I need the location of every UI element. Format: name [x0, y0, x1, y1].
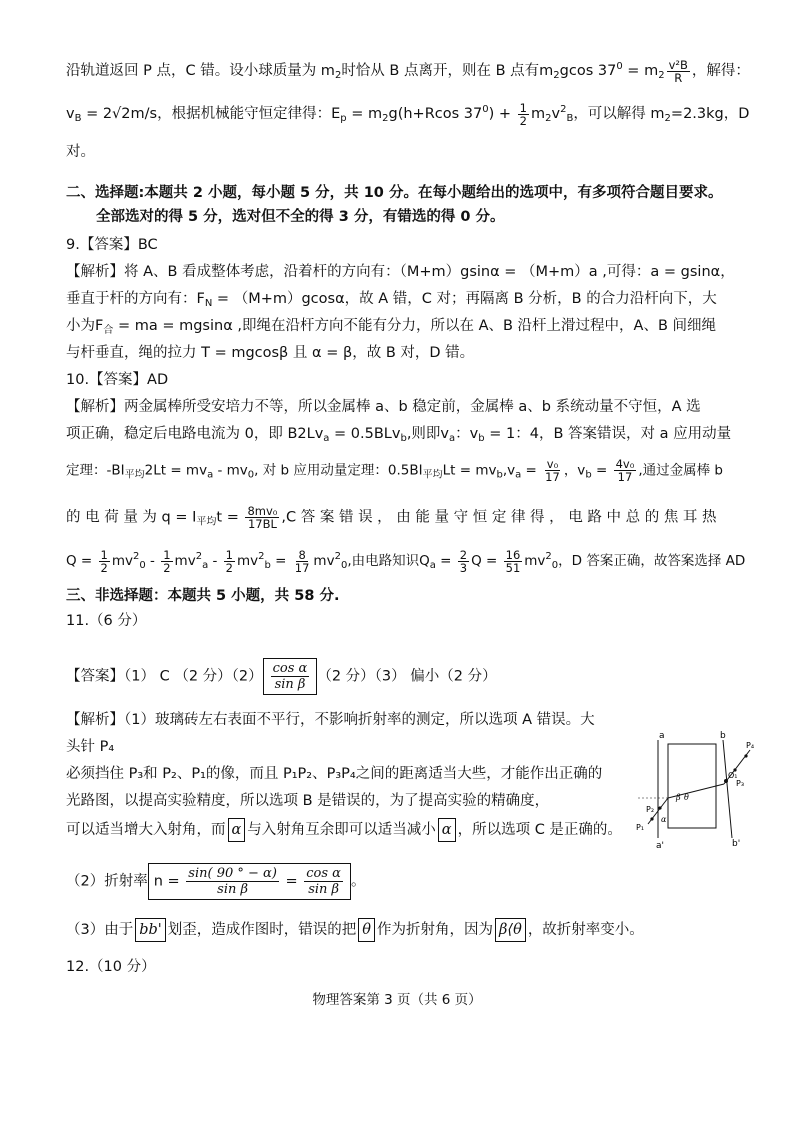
label-p3: P₃ — [736, 779, 745, 788]
fraction: $\frac{1}{2}$ — [519, 100, 527, 128]
pin-p2 — [658, 806, 661, 809]
label-theta: θ — [684, 793, 689, 802]
q10-explain-2: 项正确，稳定后电路电流为 0，即 $B2Lv_a = 0.5BLv_b$,则即$v_a$：$v_b = 1$：4，B 答案错误，对 a 应用动量 — [66, 426, 732, 444]
label-p1: P₁ — [636, 823, 645, 832]
label-p2: P₂ — [646, 805, 655, 814]
section-3-title: 三、非选择题：本题共 5 小题，共 58 分. — [66, 588, 340, 604]
formula-box: n = $\frac{\sin( 90 ^\circ - \alpha)}{\text{sin β}}$ = $\frac{\text{cos α}}{\text{sin β}}$ — [148, 863, 351, 900]
section-2-subtitle: 全部选对的得 5 分，选对但不全的得 3 分，有错选的得 0 分。 — [96, 209, 505, 225]
section-2-title: 二、选择题:本题共 2 小题，每小题 5 分，共 10 分。在每小题给出的选项中，有多项符合题目要求。 — [66, 185, 723, 201]
q11-explain-2: 头针 P₄ — [66, 739, 115, 755]
pin-p4 — [744, 754, 747, 757]
subscript: 2 — [334, 70, 342, 81]
q11-answer: 【答案】（1） C （2 分）（2） $\frac{\text{cos α}}{\text{sin β}}$ （2 分）（3） 偏小（2 分） — [66, 658, 497, 695]
fraction: $\frac{\text{v²B}}{R}$ — [668, 57, 688, 85]
q10-answer: 10.【答案】AD — [66, 372, 169, 388]
q12-heading: 12.（10 分） — [66, 959, 156, 975]
text-run: 沿轨道返回 P 点，C 错。设小球质量为 m — [66, 63, 335, 79]
q11-explain-7: （3）由于 bb' 划歪，造成作图时，错误的把 θ 作为折射角，因为 β⟨θ ，故折射率变小。 — [66, 918, 644, 942]
q9-explain-1: 【解析】将 A、B 看成整体考虑，沿着杆的方向有：（M+m）gsinα = （M+m）a ,可得：a = gsinα， — [66, 264, 735, 280]
text-run: = m — [622, 63, 659, 79]
text-run: ，解得： — [691, 63, 750, 79]
label-b-prime: b' — [732, 839, 741, 849]
pin-p1 — [650, 817, 653, 820]
q11-explain-6: （2）折射率 n = $\frac{\sin( 90 ^\circ - \alpha)}{\text{sin β}}$ = $\frac{\text{cos α}}{\text{sin β}}$ 。 — [66, 863, 365, 900]
q11-explain-1: 【解析】（1）玻璃砖左右表面不平行，不影响折射率的测定，所以选项 A 错误。大 — [66, 712, 595, 728]
q9-answer: 9.【答案】BC — [66, 237, 158, 253]
superscript: 0 — [616, 61, 623, 72]
q10-explain-5: Q = $\frac{1}{2}$ $mv^2_0$ - $\frac{1}{2}$ $mv^2_a$ - $\frac{1}{2}$ $mv^2_b$ = $\frac{8}{17}$ $mv^2_0$,由电路知识$Q_a$ = $\frac{2}{3}$ Q = $\frac{16}{51}$ $mv^2_0$，D 答案正确，故答案选择 AD — [66, 547, 746, 575]
q10-explain-1: 【解析】两金属棒所受安培力不等，所以金属棒 a、b 稳定前，金属棒 a、b 系统动量不守恒，A 选 — [66, 399, 701, 415]
glass-block — [668, 744, 716, 828]
refraction-diagram — [628, 726, 758, 851]
q10-explain-3: 定理：$-BI_{平均}2Lt = mv_a - mv_0$, 对 b 应用动量定理：$0.5BI_{平均}Lt = mv_b,v_a$ = $\frac{\text{v₀}}{17}$ ，$v_b$ = $\frac{\text{4v₀}}{17}$ ,通过金属棒 b — [66, 457, 723, 484]
q9-explain-2: 垂直于杆的方向有：$F_N = (M+m)gcos\alpha$，故 A 错，C 对；再隔离 B 分析，B 的合力沿杆向下，大 — [66, 291, 717, 309]
q10-explain-4: 的 电 荷 量 为 $q = I_{平均}t$ = $\frac{\text{8mv₀}}{17BL}$ ,C 答 案 错 误 ， 由 能 量 守 恒 定 律 得 ， 电 路 中 总 的 焦 耳 热 — [66, 504, 717, 531]
q11-explain-5: 可以适当增大入射角，而 α 与入射角互余即可以适当减小 α ，所以选项 C 是正确的。 — [66, 818, 622, 842]
label-beta: β — [676, 793, 681, 802]
q9-explain-3: 小为$F_合$ = ma = mgsinα ,即绳在沿杆方向不能有分力，所以在 A、B 沿杆上滑过程中，A、B 间细绳 — [66, 318, 717, 336]
q9-explain-4: 与杆垂直，绳的拉力 T = mgcosβ 且 α = β，故 B 对，D 错。 — [66, 345, 475, 361]
text-run: m — [539, 63, 554, 79]
solution-line-2: $v_B = 2√2m/s$，根据机械能守恒定律得：$E_p = m_2g(h+Rcos$ $37^0$) + $\frac{1}{2}$ $m_2v^2_B$，可以解得 $m_2=2.3kg$，D — [66, 100, 750, 128]
q11-explain-4: 光路图，以提高实验精度，所以选项 B 是错误的，为了提高实验的精确度， — [66, 793, 550, 809]
solution-line-3: 对。 — [66, 144, 95, 160]
q11-heading: 11.（6 分） — [66, 613, 147, 629]
solution-line-1: 沿轨道返回 P 点，C 错。设小球质量为 $m_2$时恰从 B 点离开，则在 B 点有$m_2gcos$ $37^0 = m_2$ $\frac{\text{v²B}}{R}$ ，解得： — [66, 57, 750, 85]
text-run: gcos 37 — [559, 63, 617, 79]
page-footer: 物理答案第 3 页（共 6 页） — [312, 992, 482, 1008]
q11-explain-3: 必须挡住 P₃和 P₂、P₁的像，而且 P₁P₂、P₃P₄之间的距离适当大些，才能作出正确的 — [66, 766, 603, 782]
label-b: b — [720, 731, 726, 741]
label-o1: O₁ — [728, 771, 738, 780]
answer-box: $\frac{\text{cos α}}{\text{sin β}}$ — [263, 658, 318, 695]
text-run: 时恰从 B 点离开，则在 B 点有 — [341, 63, 540, 79]
label-p4: P₄ — [746, 741, 755, 750]
line-b — [723, 740, 732, 838]
label-a-prime: a' — [656, 841, 664, 851]
label-a: a — [659, 731, 665, 741]
label-alpha: α — [661, 815, 667, 824]
